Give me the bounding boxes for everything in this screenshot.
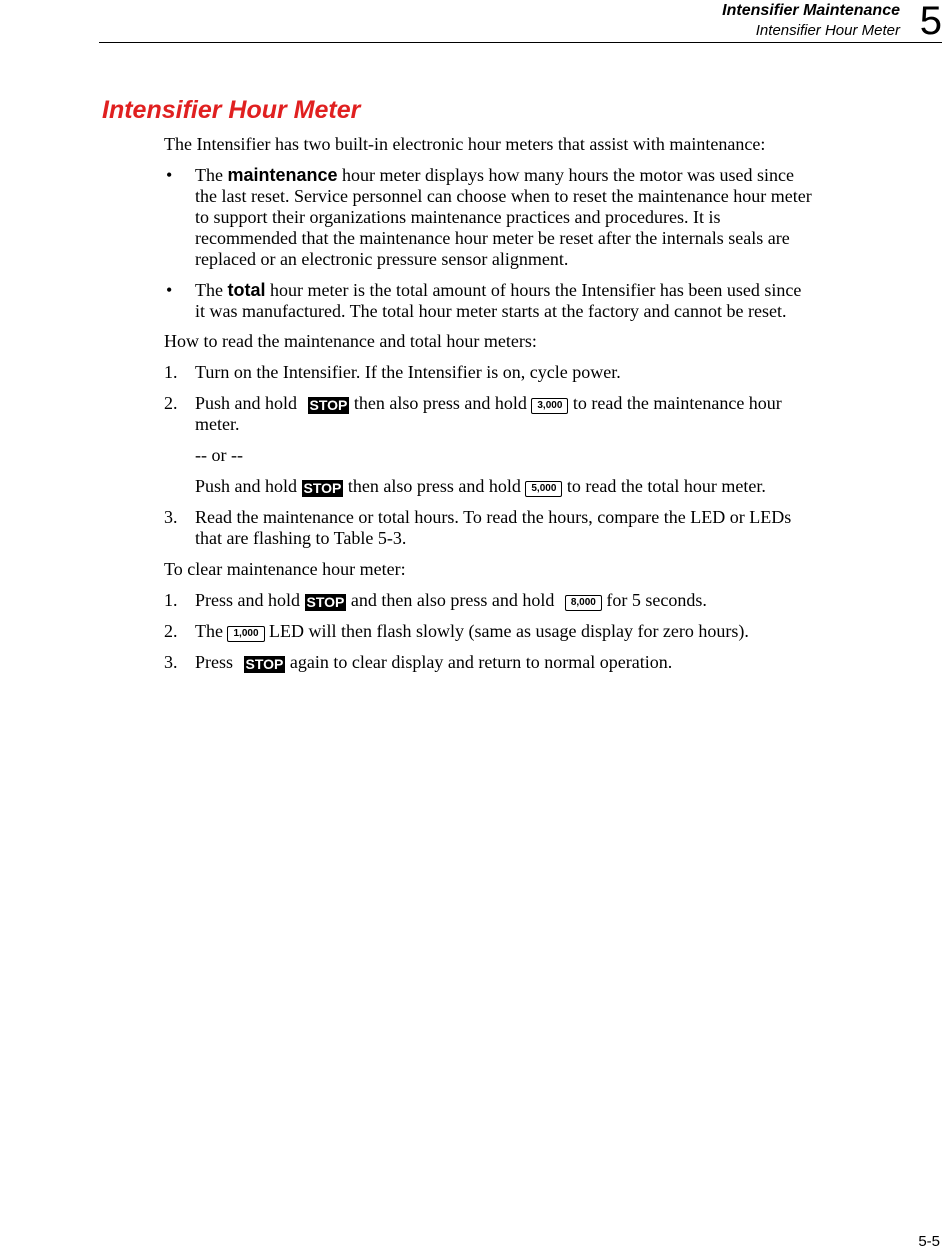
keyword-total: total — [227, 280, 266, 300]
read-step-1: Turn on the Intensifier. If the Intensifier is on, cycle power. — [195, 362, 621, 382]
step-text: for 5 seconds. — [606, 590, 707, 610]
header-section-title: Intensifier Hour Meter — [755, 22, 900, 39]
step-number: 2. — [164, 621, 178, 641]
or-separator: -- or -- — [195, 445, 243, 465]
bullet-line: replaced or an electronic pressure sensor alignment. — [195, 249, 569, 269]
key-5000: 5,000 — [525, 481, 562, 497]
read-heading: How to read the maintenance and total hour meters: — [164, 331, 537, 351]
step-number: 3. — [164, 652, 178, 672]
bullet-line — [195, 280, 801, 301]
clear-step-2 — [195, 621, 749, 642]
step-text: The — [195, 621, 223, 641]
step-number: 2. — [164, 393, 178, 413]
clear-step-3 — [195, 652, 672, 673]
clear-step-1 — [195, 590, 707, 611]
header-chapter-title: Intensifier Maintenance — [722, 2, 900, 19]
bullet-line: to support their organizations maintenance practices and procedures. It is — [195, 207, 721, 227]
key-8000: 8,000 — [565, 595, 602, 611]
step-text: Press — [195, 652, 234, 672]
stop-key: STOP — [303, 480, 342, 496]
step-text: Press and hold — [195, 590, 300, 610]
step-number: 1. — [164, 362, 178, 382]
stop-key: STOP — [245, 656, 284, 672]
bullet-text: hour meter displays how many hours the motor was used since — [342, 165, 794, 185]
bullet-line: recommended that the maintenance hour meter be reset after the internals seals are — [195, 228, 790, 248]
step-text: Push and hold — [195, 476, 298, 496]
step-text: again to clear display and return to normal operation. — [289, 652, 673, 672]
bullet-marker: • — [166, 165, 173, 185]
intro-paragraph: The Intensifier has two built-in electronic hour meters that assist with maintenance: — [164, 134, 766, 154]
bullet-line: it was manufactured. The total hour meter starts at the factory and cannot be reset. — [195, 301, 787, 321]
page-number: 5-5 — [918, 1233, 940, 1250]
read-step-2 — [195, 393, 782, 414]
step-number: 3. — [164, 507, 178, 527]
step-text: to read the total hour meter. — [566, 476, 766, 496]
bullet-line: the last reset. Service personnel can choose when to reset the maintenance hour meter — [195, 186, 812, 206]
read-step-2-cont: meter. — [195, 414, 240, 434]
step-text: then also press and hold — [353, 393, 527, 413]
step-number: 1. — [164, 590, 178, 610]
bullet-lead: The — [195, 165, 223, 185]
key-1000: 1,000 — [227, 626, 264, 642]
step-text: Push and hold — [195, 393, 298, 413]
bullet-text: hour meter is the total amount of hours the Intensifier has been used since — [269, 280, 802, 300]
header-chapter-number: 5 — [919, 0, 942, 43]
bullet-marker: • — [166, 280, 173, 300]
read-step-3: Read the maintenance or total hours. To read the hours, compare the LED or LEDs — [195, 507, 792, 527]
header-rule — [99, 42, 942, 43]
keyword-maintenance: maintenance — [227, 165, 338, 185]
stop-key: STOP — [309, 397, 348, 413]
page-title: Intensifier Hour Meter — [102, 96, 361, 124]
step-text: LED will then flash slowly (same as usage display for zero hours). — [269, 621, 749, 641]
step-text: then also press and hold — [347, 476, 521, 496]
step-text: to read the maintenance hour — [572, 393, 782, 413]
clear-heading: To clear maintenance hour meter: — [164, 559, 406, 579]
step-text: and then also press and hold — [350, 590, 555, 610]
bullet-lead: The — [195, 280, 223, 300]
read-step-3-cont: that are flashing to Table 5-3. — [195, 528, 407, 548]
key-3000: 3,000 — [531, 398, 568, 414]
stop-key: STOP — [306, 594, 345, 610]
read-step-2-alt — [195, 476, 766, 497]
bullet-line — [195, 165, 794, 186]
